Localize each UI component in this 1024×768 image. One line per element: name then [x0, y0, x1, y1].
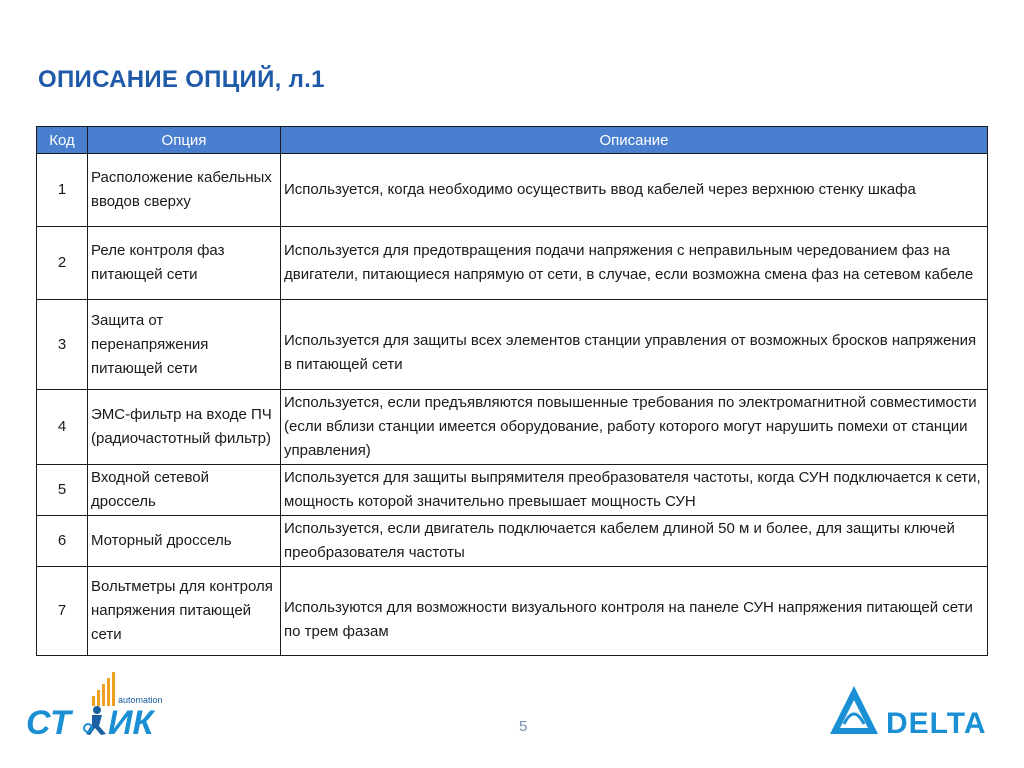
row-option: Входной сетевой дроссель [88, 465, 281, 516]
row-description: Используется для предотвращения подачи напряжения с неправильным чередованием фаз на двигатели, питающиеся напрямую от сети, в случае, если возможна смена фаз на сетевом кабеле [281, 227, 988, 300]
row-description: Используется для защиты всех элементов станции управления от возможных бросков напряжения в питающей сети [281, 300, 988, 390]
row-option: Защита от перенапряжения питающей сети [88, 300, 281, 390]
row-code: 7 [37, 567, 88, 656]
table-header-row [37, 127, 988, 154]
row-option: Реле контроля фаз питающей сети [88, 227, 281, 300]
stoik-logo-icon [26, 668, 176, 738]
svg-text:Т: Т [50, 704, 71, 738]
row-code: 4 [37, 390, 88, 465]
row-code: 1 [37, 154, 88, 227]
svg-text:DELTA: DELTA [886, 707, 987, 738]
row-option: Моторный дроссель [88, 516, 281, 567]
row-code: 6 [37, 516, 88, 567]
table-row [37, 567, 988, 656]
row-option: Расположение кабельных вводов сверху [88, 154, 281, 227]
row-option: ЭМС-фильтр на входе ПЧ (радиочастотный фильтр) [88, 390, 281, 465]
row-description: Используется для защиты выпрямителя преобразователя частоты, когда СУН подключается к сети, мощность которой значительно превышает мощность СУН [281, 465, 988, 516]
options-table [36, 126, 988, 656]
table-row [37, 516, 988, 567]
row-code: 2 [37, 227, 88, 300]
page-title: ОПИСАНИЕ ОПЦИЙ, л.1 [38, 66, 325, 93]
table-row [37, 300, 988, 390]
page-number: 5 [519, 718, 528, 735]
svg-text:ИК: ИК [108, 704, 154, 738]
svg-text:С: С [26, 704, 51, 738]
header-code: Код [37, 127, 88, 154]
table-row [37, 154, 988, 227]
row-description: Используется, если двигатель подключается кабелем длиной 50 м и более, для защиты ключей преобразователя частоты [281, 516, 988, 567]
row-description: Используется, если предъявляются повышенные требования по электромагнитной совместимости (если вблизи станции имеется оборудование, работу которого могут нарушить помехи от станции управления) [281, 390, 988, 465]
header-option: Опция [88, 127, 281, 154]
svg-text:automation: automation [118, 695, 163, 705]
row-description: Используется, когда необходимо осуществить ввод кабелей через верхнюю стенку шкафа [281, 154, 988, 227]
row-code: 3 [37, 300, 88, 390]
row-option: Вольтметры для контроля напряжения питающей сети [88, 567, 281, 656]
row-code: 5 [37, 465, 88, 516]
delta-logo-icon [830, 684, 992, 738]
header-description: Описание [281, 127, 988, 154]
table-row [37, 227, 988, 300]
table-row [37, 465, 988, 516]
table-row [37, 390, 988, 465]
row-description: Используются для возможности визуального контроля на панеле СУН напряжения питающей сети по трем фазам [281, 567, 988, 656]
